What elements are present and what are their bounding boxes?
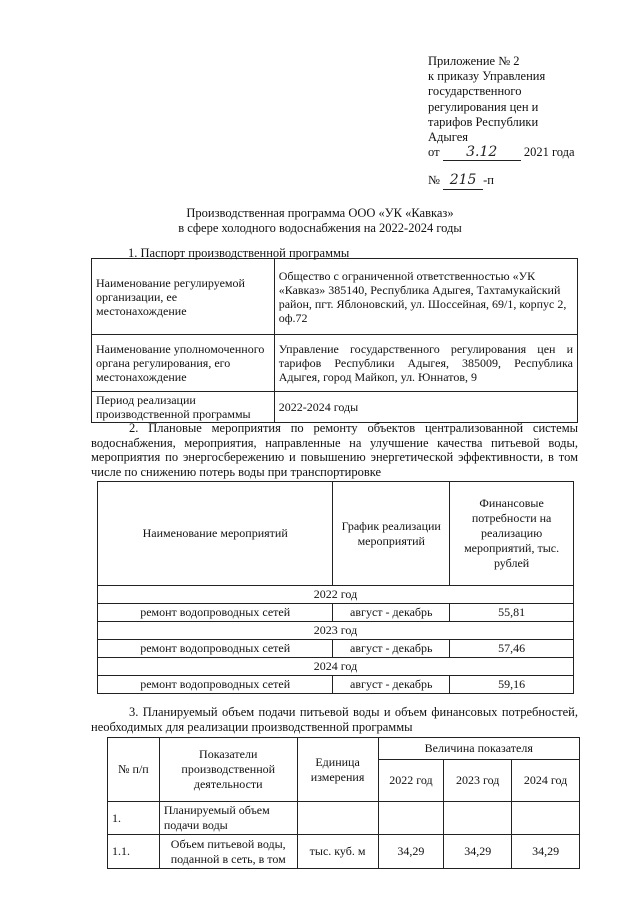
column-header: Единица измерения (297, 738, 378, 802)
table-cell: Управление государственного регулирования цен и тарифов Республики Адыгея, 385009, Республика Адыгея, город Майкоп, ул. Юннатов, 9 (274, 335, 577, 392)
table-row (92, 335, 578, 392)
table-cell: Наименование регулируемой организации, ее местонахождение (92, 259, 275, 335)
table-cell: Наименование уполномоченного органа регулирования, его местонахождение (92, 335, 275, 392)
year-row: 2023 год (98, 622, 574, 640)
table-row: ремонт водопроводных сетей август - декабрь 55,81 (98, 604, 574, 622)
section3-text: 3. Планируемый объем подачи питьевой воды и объем финансовых потребностей, необходимых для реализации производственной программы (91, 705, 578, 734)
appendix-date: от 3.12 2021 года (428, 144, 575, 161)
section1-heading: 1. Паспорт производственной программы (128, 246, 350, 260)
passport-table (91, 258, 578, 423)
column-header: 2024 год (512, 760, 580, 802)
appendix-line: Приложение № 2 (428, 54, 520, 68)
table-row: ремонт водопроводных сетей август - декабрь 57,46 (98, 640, 574, 658)
volume-table (107, 737, 580, 869)
table-row (92, 259, 578, 335)
appendix-number: № 215 -п (428, 172, 494, 189)
table-row: 1.1. Объем питьевой воды, поданной в сеть, в том тыс. куб. м 34,29 34,29 34,29 (108, 835, 580, 869)
handwritten-date: 3.12 (443, 145, 521, 161)
table-header-row (98, 482, 574, 586)
page-title: Производственная программа ООО «УК «Кавказ» в сфере холодного водоснабжения на 2022-2024 годы (178, 206, 462, 235)
table-row: ремонт водопроводных сетей август - декабрь 59,16 (98, 676, 574, 694)
table-cell: 2022-2024 годы (274, 392, 577, 423)
column-header: Показатели производственной деятельности (159, 738, 297, 802)
column-header: Финансовые потребности на реализацию мероприятий, тыс. рублей (450, 482, 574, 586)
handwritten-number: 215 (443, 173, 483, 189)
table-row: 1. Планируемый объем подачи воды (108, 802, 580, 835)
year-row: 2022 год (98, 586, 574, 604)
column-header: № п/п (108, 738, 160, 802)
section2-text: 2. Плановые мероприятия по ремонту объектов централизованной системы водоснабжения, мероприятия, направленные на улучшение качества питьевой воды, мероприятия по энергосбережению и повышению энергетической эффективности, в том числе по снижению потерь воды при транспортировке (91, 421, 578, 479)
table-row (92, 392, 578, 423)
column-header: Величина показателя (378, 738, 579, 760)
table-cell: Общество с ограниченной ответственностью «УК «Кавказ» 385140, Республика Адыгея, Тахтамукайский район, пгт. Яблоновский, ул. Шоссейная, 69/1, корпус 2, оф.72 (274, 259, 577, 335)
column-header: График реализации мероприятий (333, 482, 450, 586)
column-header: 2022 год (378, 760, 444, 802)
table-cell: Период реализации производственной программы (92, 392, 275, 423)
table-header-row (108, 738, 580, 760)
appendix-line: тарифов Республики (428, 114, 539, 129)
appendix-line: Адыгея (428, 130, 469, 145)
appendix-line: к приказу Управления (428, 69, 546, 84)
appendix-line: регулирования цен и (428, 99, 539, 114)
measures-table (97, 481, 574, 694)
column-header: Наименование мероприятий (98, 482, 333, 586)
appendix-line: государственного (428, 84, 522, 99)
year-row: 2024 год (98, 658, 574, 676)
appendix-block (428, 54, 628, 190)
column-header: 2023 год (444, 760, 512, 802)
